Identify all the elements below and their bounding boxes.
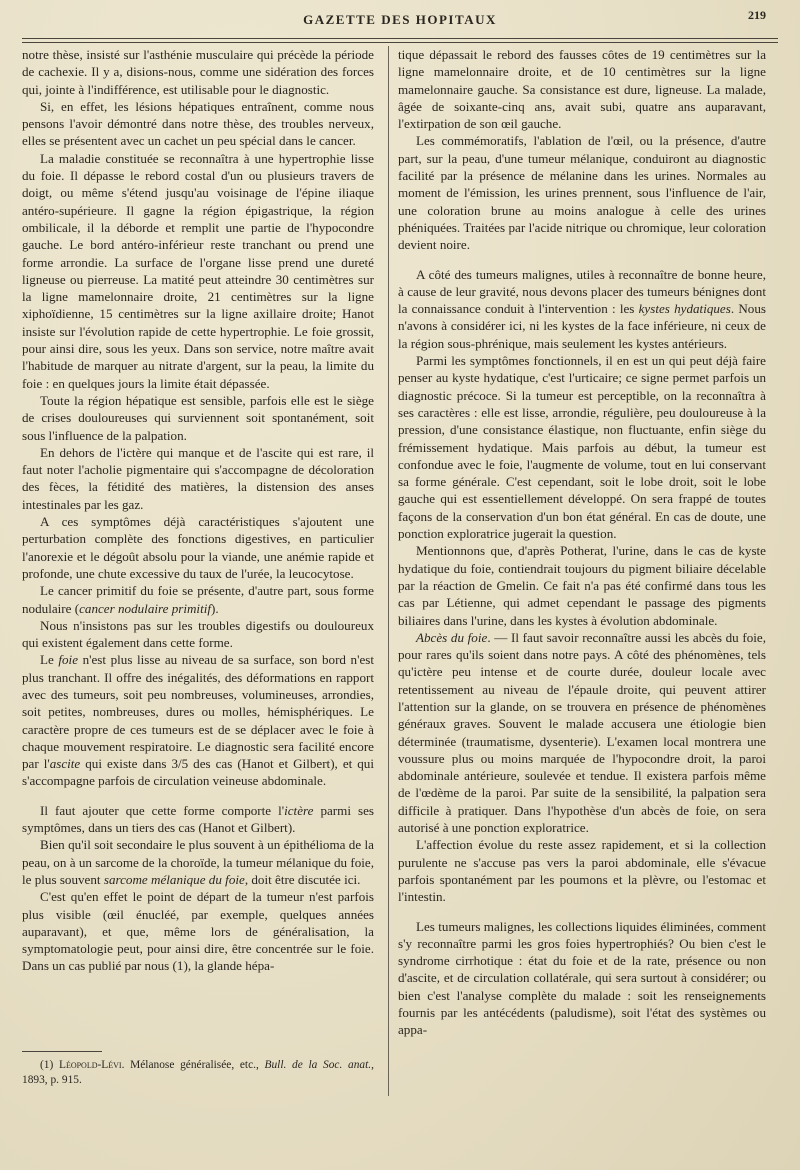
left-column bbox=[22, 46, 374, 975]
paragraph: Nous n'insistons pas sur les troubles digestifs ou douloureux qui existent également dans cette forme. bbox=[22, 617, 374, 651]
text-run: Le bbox=[40, 652, 59, 668]
paragraph: Toute la région hépatique est sensible, parfois elle est le siège de crises douloureuses qui surviennent soit spontanément, soit sous l'influence de la palpation. bbox=[22, 392, 374, 443]
text-run: A côté des tumeurs malignes, utiles à reconnaître de bonne heure, à cause de leur gravité, nous devons placer des tumeurs bénignes dont la connaissance conduit à l'intervention : les bbox=[398, 266, 766, 317]
paragraph: A ces symptômes déjà caractéristiques s'ajoutent une perturbation complète des fonctions digestives, en particulier l'anorexie et le dégoût absolu pour la viande, une anémie rapide et profonde, une chute excessive du taux de l'urée, la leucocytose. bbox=[22, 514, 374, 581]
text-run: . Mélanose généralisée, etc., bbox=[121, 1059, 265, 1071]
paragraph: notre thèse, insisté sur l'asthénie musculaire qui précède la période de cachexie. Il y a, disions-nous, comme une sidération des forces qui, jointe à l'indifférence, est utilisable pour le diagnostic. bbox=[22, 47, 374, 97]
paragraph: Parmi les symptômes fonctionnels, il en est un qui peut déjà faire penser au kyste hydatique, c'est l'urticaire; ce signe permet parfois un diagnostic précoce. Si la tumeur est perceptible, on la reconnaîtra à ses caractères : elle est lisse, arrondie, régulière, peu douloureuse à la pression, d'une consistance élastique, non fluctuante, enfin siège du frémissement hydatique. Mais parfois au début, la tumeur est confondue avec le foie, l'augmente de volume, tout en lui conservant sa forme générale. C'est cependant, soit le lobe droit, soit le lobe gauche qui est essentiellement développé. On sera frappé de toutes façons de la conservation d'un bon état général. En cas de doute, une ponction exploratrice jugerait la question. bbox=[398, 353, 766, 542]
paragraph bbox=[22, 836, 374, 888]
text-run: ). bbox=[210, 600, 219, 616]
italic-term: ictère bbox=[284, 802, 314, 818]
text-run: , 1893, p. 915. bbox=[22, 1059, 374, 1086]
page-number: 219 bbox=[748, 8, 766, 22]
text-run: Le cancer primitif du foie se présente, d'autre part, sous forme nodulaire ( bbox=[22, 583, 374, 616]
section-heading: Abcès du foie bbox=[416, 629, 488, 645]
text-run: Bien qu'il soit secondaire le plus souvent à un épithélioma de la peau, on à un sarcome de la choroïde, la tumeur mélanique du foie, le plus souvent bbox=[22, 837, 374, 887]
text-run: . Nous n'avons à considérer ici, ni les kystes de la face inférieure, ni ceux de la région sous-phrénique, mais seulement les kystes antérieurs. bbox=[398, 301, 766, 351]
italic-term: sarcome mélanique du foie bbox=[103, 871, 245, 887]
text-run: . — Il faut savoir reconnaître aussi les abcès du foie, pour rares qu'ils soient dans notre pays. A côté des phénomènes, tels qu'ictère peu intense et de courte durée, douleur locale avec retentissement au niveau de l'épaule droite, qui peuvent attirer l'attention sur la glande, on se trouvera en présence de phénomènes généraux graves. Souvent le malade accusera une étiologie bien déterminée (traumatisme, dysenterie). L'examen local montrera une voussure plus ou moins marquée de l'hypocondre droit, la paroi abdominale antérieure, soulevée et tendue. Il existera parfois même de l'œdème de la paroi. Par suite de la sensibilité, la palpation sera difficile à pratiquer. Dans l'hypothèse d'un abcès de foie, on sera autorisé à une ponction exploratrice. bbox=[398, 629, 767, 836]
paragraph: Mentionnons que, d'après Potherat, l'urine, dans le cas de kyste hydatique du foie, contiendrait toujours du pigment biliaire décelable par la réaction de Gmelin. Ce fait n'a pas été confirmé dans tous les cas par Létienne, qui admet cependant le passage des pigments biliaires dans l'urine, dans les kystes à évolution abdominale. bbox=[398, 543, 766, 628]
paragraph: Les commémoratifs, l'ablation de l'œil, ou la présence, d'autre part, sur la peau, d'une tumeur mélanique, conduiront au diagnostic facilité par la présence de mélanine dans les urines. Normales au moment de l'émission, les urines prennent, sous l'influence de l'air, une coloration brune au moins analogue à celle des urines phéniquées. Traitées par l'acide nitrique ou chromique, leur coloration devient noire. bbox=[398, 133, 766, 253]
paragraph: tique dépassait le rebord des fausses côtes de 19 centimètres sur la ligne mamelonnaire droite, et de 10 centimètres sur la ligne mamelonnaire gauche. Sa consistance est dure, ligneuse. La malade, âgée de soixante-cinq ans, avait subi, quatre ans auparavant, l'extirpation de son œil gauche. bbox=[398, 47, 766, 132]
paragraph: Si, en effet, les lésions hépatiques entraînent, comme nous pensons l'avoir démontré dans notre thèse, des troubles nerveux, elles se présentent avec un cachet un peu spécial dans le cancer. bbox=[22, 98, 374, 149]
paragraph: La maladie constituée se reconnaîtra à une hypertrophie lisse du foie. Il dépasse le rebord costal d'un ou plusieurs travers de doigt, ou même s'étend jusqu'au voisinage de l'épine iliaque antéro-supérieure. Il gagne la région épigastrique, la région ombilicale, il la déborde et remplit une partie de l'hypocondre gauche. Le bord antéro-inférieur reste tranchant ou prend une forme arrondie. La surface de l'organe lisse prend une dureté ligneuse ou pierreuse. La matité peut atteindre 30 centimètres sur la ligne mamelonnaire droite, 21 centimètres sur la ligne xiphoïdienne, 15 centimètres sur la ligne axillaire droite; Hanot insiste sur l'évolution rapide de cette hypertrophie. Le foie grossit, pour ainsi dire, sous les yeux. Dans son service, notre maître avait l'habitude de marquer au nitrate d'argent, sur la peau, la limite du foie : en quelques jours la limite était dépassée. bbox=[22, 150, 374, 391]
paragraph: En dehors de l'ictère qui manque et de l'ascite qui est rare, il faut noter l'acholie pigmentaire qui s'accompagne de décoloration des fèces, la fétidité des matières, la distension des anses intestinales par les gaz. bbox=[22, 444, 374, 512]
paragraph: Les tumeurs malignes, les collections liquides éliminées, comment s'y reconnaître parmi les gros foies hypertrophiés? Ou bien c'est le syndrome cirrhotique : état du foie et de la rate, présence ou non d'ascite, et de circulation collatérale, qui sera surtout à considérer; ou bien c'est l'analyse complète du malade : soit les renseignements fournis par les antécédents (paludisme), soit l'état des systèmes ou appa- bbox=[398, 918, 766, 1038]
footnote-journal: Bull. de la Soc. anat. bbox=[264, 1059, 372, 1071]
text-run: parmi ses symptômes, dans un tiers des cas (Hanot et Gilbert). bbox=[22, 802, 375, 836]
italic-term: cancer nodulaire primitif bbox=[79, 600, 211, 616]
header-rule bbox=[22, 38, 778, 43]
right-column bbox=[398, 46, 766, 1039]
paragraph bbox=[22, 651, 374, 789]
paragraph bbox=[398, 266, 766, 352]
italic-term: kystes hydatiques bbox=[638, 301, 731, 317]
page-header bbox=[0, 6, 800, 32]
footnote-author: Léopold-Lévi bbox=[58, 1059, 122, 1071]
paragraph bbox=[22, 802, 374, 837]
column-divider bbox=[388, 46, 389, 1096]
paragraph bbox=[398, 629, 766, 837]
footnote bbox=[22, 1058, 374, 1088]
paragraph bbox=[22, 582, 374, 617]
text-run: n'est plus lisse au niveau de sa surface, son bord n'est plus tranchant. Il offre des inégalités, des déformations en rapport avec des tumeurs, soit peu nombreuses, volumineuses, arrondies, soit petites, nombreuses, dures ou molles, hémisphériques. Le caractère propre de ces tumeurs est de se déplacer avec le foie à chaque mouvement respiratoire. Le diagnostic sera facilité encore par l' bbox=[22, 652, 374, 772]
text-run: , doit être discutée ici. bbox=[244, 871, 361, 887]
italic-term: foie bbox=[58, 652, 79, 668]
text-run: Il faut ajouter que cette forme comporte l' bbox=[40, 802, 285, 818]
footnote-marker: (1) bbox=[40, 1059, 59, 1071]
italic-term: ascite bbox=[49, 756, 81, 772]
text-run: qui existe dans 3/5 des cas (Hanot et Gilbert), et qui s'accompagne parfois de circulation veineuse abdominale. bbox=[22, 756, 374, 789]
paragraph: C'est qu'en effet le point de départ de la tumeur n'est parfois plus visible (œil énucléé, par exemple, quelques années auparavant), et que, même lors de généralisation, la symptomatologie peut, pour ainsi dire, être concentrée sur le foie. Dans un cas publié par nous (1), la glande hépa- bbox=[22, 889, 374, 974]
journal-title: GAZETTE DES HOPITAUX bbox=[303, 12, 497, 27]
footnote-rule bbox=[22, 1051, 102, 1052]
paragraph: L'affection évolue du reste assez rapidement, et si la collection purulente ne s'accuse pas vers la paroi abdominale, elle s'évacue parfois spontanément par les poumons et la plèvre, ou l'estomac et l'intestin. bbox=[398, 837, 766, 905]
